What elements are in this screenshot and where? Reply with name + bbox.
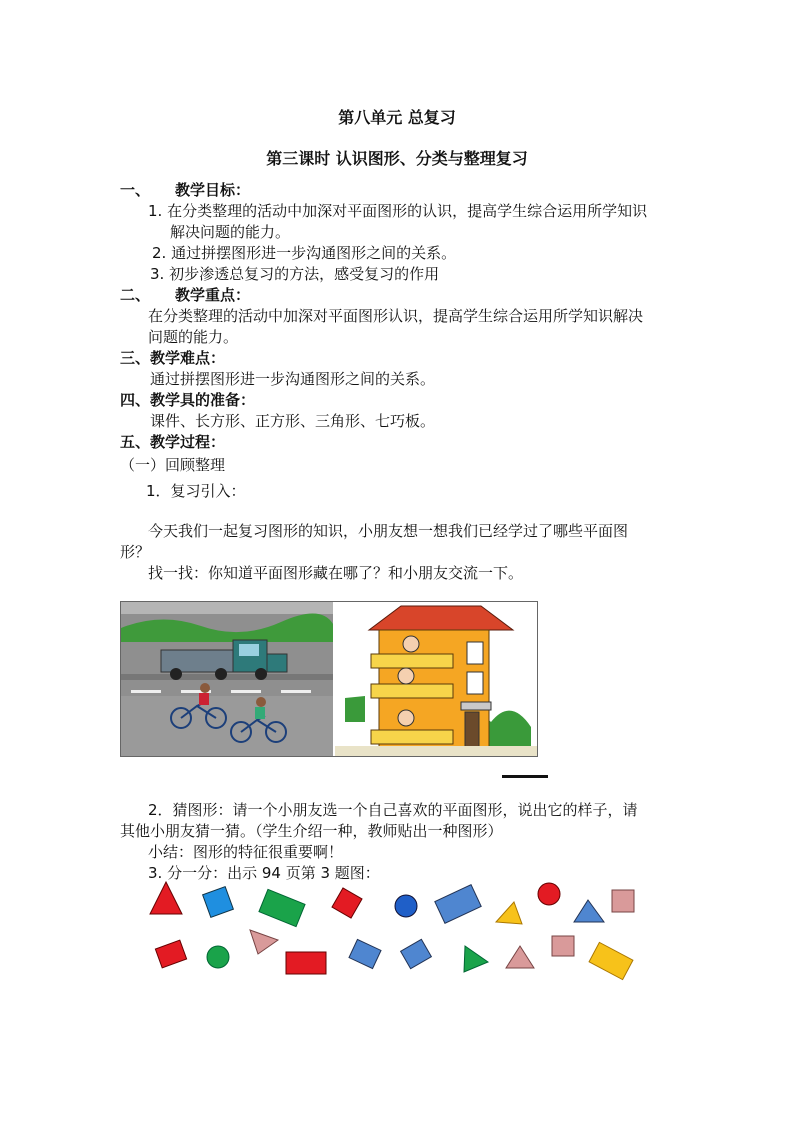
scene-svg (121, 602, 538, 757)
scene-illustration (120, 601, 538, 757)
pink-triangle (250, 930, 278, 954)
pink-square (612, 890, 634, 912)
summary: 小结：图形的特征很重要啊！ (148, 843, 344, 861)
subsection-review: （一）回顾整理 (120, 456, 226, 474)
goal-2: 2. 通过拼摆图形进一步沟通图形之间的关系。 (152, 244, 457, 262)
goal-1-line-b: 解决问题的能力。 (170, 223, 291, 241)
red-square (332, 888, 362, 918)
red-triangle (150, 882, 182, 914)
pink-square-2 (552, 936, 574, 956)
goals-title: 教学目标： (175, 181, 251, 199)
lesson-title: 第三课时 认识图形、分类与整理复习 (266, 149, 528, 168)
step-2-line-b: 其他小朋友猜一猜。（学生介绍一种，教师贴出一种图形） (120, 822, 503, 840)
difficulty-title: 三、教学难点： (120, 349, 226, 367)
para-find: 找一找：你知道平面图形藏在哪了？和小朋友交流一下。 (148, 564, 524, 582)
step-2-line-a: 2．猜图形：请一个小朋友选一个自己喜欢的平面图形，说出它的样子，请 (148, 801, 638, 819)
para-1-line-b: 形？ (120, 543, 151, 561)
red-rectangle (286, 952, 326, 974)
steel-square-3 (401, 939, 432, 968)
key-line-b: 问题的能力。 (148, 328, 239, 346)
goal-3: 3. 初步渗透总复习的方法，感受复习的作用 (150, 265, 440, 283)
yellow-rectangle (589, 942, 633, 979)
red-square-2 (155, 940, 186, 968)
blue-circle (395, 895, 417, 917)
para-1-line-a: 今天我们一起复习图形的知识，小朋友想一想我们已经学过了哪些平面图 (148, 522, 629, 540)
goals-number: 一、 (120, 181, 151, 199)
yellow-triangle (496, 902, 522, 924)
red-circle (538, 883, 560, 905)
step-1: 1．复习引入： (146, 482, 246, 500)
key-number: 二、 (120, 286, 151, 304)
difficulty-text: 通过拼摆图形进一步沟通图形之间的关系。 (150, 370, 436, 388)
process-title: 五、教学过程： (120, 433, 226, 451)
shapes-svg (140, 878, 660, 988)
decorative-line (502, 775, 548, 778)
steel-rectangle (435, 885, 481, 924)
tools-text: 课件、长方形、正方形、三角形、七巧板。 (150, 412, 436, 430)
key-title: 教学重点： (175, 286, 251, 304)
shapes-figure (140, 878, 660, 988)
key-line-a: 在分类整理的活动中加深对平面图形认识，提高学生综合运用所学知识解决 (148, 307, 644, 325)
step-3: 3. 分一分：出示 94 页第 3 题图： (148, 864, 380, 882)
pink-triangle-2 (506, 946, 534, 968)
green-rectangle (259, 889, 305, 926)
green-triangle (464, 946, 488, 972)
green-circle (207, 946, 229, 968)
blue-square (203, 887, 234, 918)
unit-heading: 第八单元 总复习 (338, 108, 456, 127)
steel-triangle (574, 900, 604, 922)
steel-square-2 (349, 939, 381, 968)
tools-title: 四、教学具的准备： (120, 391, 256, 409)
goal-1-line-a: 1. 在分类整理的活动中加深对平面图形的认识，提高学生综合运用所学知识 (148, 202, 648, 220)
